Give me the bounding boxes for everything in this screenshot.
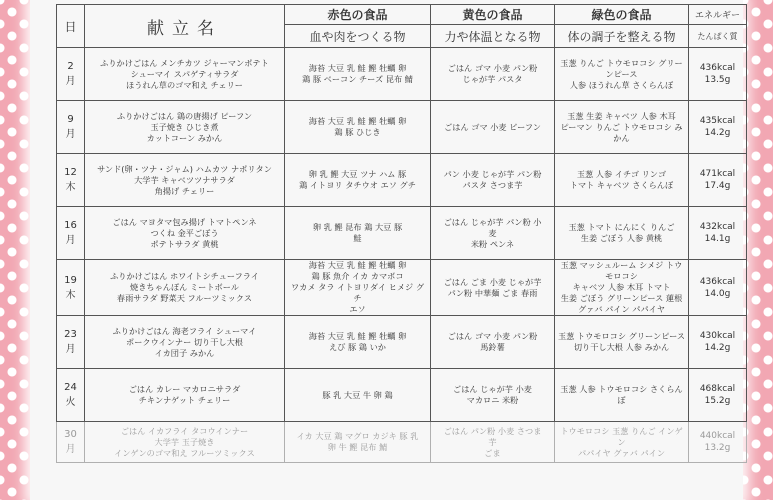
- menu-row: [57, 48, 747, 101]
- menu-sheet: [30, 0, 743, 500]
- row-nutrition: [689, 316, 747, 369]
- row-day: 23 月: [57, 316, 85, 369]
- row-nutrition: [689, 207, 747, 260]
- row-menu: ふりかけごはん 海老フライ シューマイ ポークウインナー 切り干し大根 イカ団子 みかん: [85, 316, 285, 369]
- row-red-foods: 海苔 大豆 乳 鮭 鰹 牡蠣 卵 鶏 豚 ベーコン チーズ 昆布 鯖: [285, 48, 431, 101]
- row-protein: 15.2g: [704, 396, 731, 406]
- row-day: 19 木: [57, 260, 85, 316]
- row-day: 30 月: [57, 422, 85, 463]
- row-green-foods: 玉葱 トウモロコシ グリーンピース 切り干し大根 人参 みかん: [555, 316, 689, 369]
- menu-row: [57, 154, 747, 207]
- row-day: 12 木: [57, 154, 85, 207]
- header-yellow-food: 黄色の食品: [431, 5, 555, 25]
- row-energy: 471kcal: [699, 169, 736, 179]
- header-green-food: 緑色の食品: [555, 5, 689, 25]
- row-red-foods: 海苔 大豆 乳 鮭 鰹 牡蠣 卵 鶏 豚 ひじき: [285, 101, 431, 154]
- row-menu: ふりかけごはん ホワイトシチューフライ 焼きちゃんぽん ミートボール 春雨サラダ 野菜天 フルーツミックス: [85, 260, 285, 316]
- row-energy: 468kcal: [699, 384, 736, 394]
- menu-row: [57, 260, 747, 316]
- row-yellow-foods: ごはん じゃが芋 小麦 マカロニ 米粉: [431, 369, 555, 422]
- school-lunch-menu-table: [56, 4, 747, 463]
- row-yellow-foods: ごはん パン粉 小麦 さつま 芋 ごま: [431, 422, 555, 463]
- row-green-foods: 玉葱 人参 トウモロコシ さくらんぼ: [555, 369, 689, 422]
- row-green-foods: 玉葱 りんご トウモロコシ グリーンピース 人参 ほうれん草 さくらんぼ: [555, 48, 689, 101]
- row-yellow-foods: ごはん じゃが芋 パン粉 小 麦 米粉 ペンネ: [431, 207, 555, 260]
- row-yellow-foods: ごはん ゴマ 小麦 パン粉 じゃが芋 パスタ: [431, 48, 555, 101]
- row-yellow-foods: ごはん ごま 小麦 じゃが芋 パン粉 中華麺 ごま 春雨: [431, 260, 555, 316]
- row-protein: 14.2g: [704, 128, 731, 138]
- row-nutrition: [689, 260, 747, 316]
- row-protein: 13.2g: [704, 443, 731, 453]
- row-green-foods: トウモロコシ 玉葱 りんご インゲン パパイヤ グァバ パイン: [555, 422, 689, 463]
- row-nutrition: [689, 48, 747, 101]
- row-red-foods: 豚 乳 大豆 牛 卵 鶏: [285, 369, 431, 422]
- row-red-foods: 海苔 大豆 乳 鮭 鰹 牡蠣 卵 鶏 豚 魚介 イカ カマボコ ワカメ タラ イトヨリダイ ヒメジ グチ エソ: [285, 260, 431, 316]
- row-menu: ふりかけごはん 鶏の唐揚げ ピーフン 玉子焼き ひじき煮 カットコーン みかん: [85, 101, 285, 154]
- header-yellow-role: 力や体温となる物: [431, 25, 555, 48]
- row-nutrition: [689, 422, 747, 463]
- row-green-foods: 玉葱 マッシュルーム シメジ トウモロコシ キャベツ 人参 木耳 トマト 生姜 ごぼう グリーンピース 蓮根 グァバ パイン パパイヤ: [555, 260, 689, 316]
- row-menu: ふりかけごはん メンチカツ ジャーマンポテト シューマイ スパゲティサラダ ほうれん草のゴマ和え チェリー: [85, 48, 285, 101]
- row-green-foods: 玉葱 人参 イチゴ リンゴ トマト キャベツ さくらんぼ: [555, 154, 689, 207]
- row-energy: 436kcal: [699, 63, 736, 73]
- row-menu: ごはん イカフライ タコウインナー 大学芋 玉子焼き インゲンのゴマ和え フルーツミックス: [85, 422, 285, 463]
- row-yellow-foods: ごはん ゴマ 小麦 パン粉 馬鈴薯: [431, 316, 555, 369]
- row-protein: 17.4g: [704, 181, 731, 191]
- row-energy: 430kcal: [699, 331, 736, 341]
- row-red-foods: 卵 乳 鰹 昆布 鶏 大豆 豚 鮭: [285, 207, 431, 260]
- header-green-role: 体の調子を整える物: [555, 25, 689, 48]
- row-energy: 435kcal: [699, 116, 736, 126]
- header-red-role: 血や肉をつくる物: [285, 25, 431, 48]
- menu-row: [57, 369, 747, 422]
- row-day: 16 月: [57, 207, 85, 260]
- row-day: 2 月: [57, 48, 85, 101]
- row-day: 9 月: [57, 101, 85, 154]
- row-red-foods: イカ 大豆 鶏 マグロ カジキ 豚 乳 卵 牛 鰹 昆布 鯖: [285, 422, 431, 463]
- row-menu: ごはん カレー マカロニサラダ チキンナゲット チェリー: [85, 369, 285, 422]
- menu-row: [57, 422, 747, 463]
- header-day: 日: [57, 5, 85, 48]
- row-energy: 432kcal: [699, 222, 736, 232]
- row-yellow-foods: ごはん ゴマ 小麦 ビーフン: [431, 101, 555, 154]
- row-menu: サンド(卵・ツナ・ジャム) ハムカツ ナポリタン 大学芋 キャベツツナサラダ 角揚げ チェリー: [85, 154, 285, 207]
- row-red-foods: 海苔 大豆 乳 鮭 鰹 牡蠣 卵 えび 豚 鶏 いか: [285, 316, 431, 369]
- header-energy: エネルギー: [689, 5, 747, 25]
- row-protein: 13.5g: [704, 75, 731, 85]
- header-protein: たんぱく質: [689, 25, 747, 48]
- row-nutrition: [689, 369, 747, 422]
- row-green-foods: 玉葱 生姜 キャベツ 人参 木耳 ピーマン りんご トウモロコシ みかん: [555, 101, 689, 154]
- menu-row: [57, 207, 747, 260]
- header-red-food: 赤色の食品: [285, 5, 431, 25]
- row-nutrition: [689, 154, 747, 207]
- row-red-foods: 卵 乳 鰹 大豆 ツナ ハム 豚 鶏 イトヨリ タチウオ エソ グチ: [285, 154, 431, 207]
- row-energy: 436kcal: [699, 276, 736, 287]
- row-energy: 440kcal: [699, 431, 736, 441]
- menu-row: [57, 101, 747, 154]
- row-green-foods: 玉葱 トマト にんにく りんご 生姜 ごぼう 人参 黄桃: [555, 207, 689, 260]
- row-yellow-foods: パン 小麦 じゃが芋 パン粉 パスタ さつま芋: [431, 154, 555, 207]
- header-menu-name: 献立名: [85, 5, 285, 48]
- row-menu: ごはん マヨタマ包み揚げ トマトペンネ つくね 金平ごぼう ポテトサラダ 黄桃: [85, 207, 285, 260]
- menu-row: [57, 316, 747, 369]
- row-nutrition: [689, 101, 747, 154]
- row-protein: 14.0g: [704, 288, 731, 299]
- row-protein: 14.1g: [704, 234, 731, 244]
- row-day: 24 火: [57, 369, 85, 422]
- row-protein: 14.2g: [704, 343, 731, 353]
